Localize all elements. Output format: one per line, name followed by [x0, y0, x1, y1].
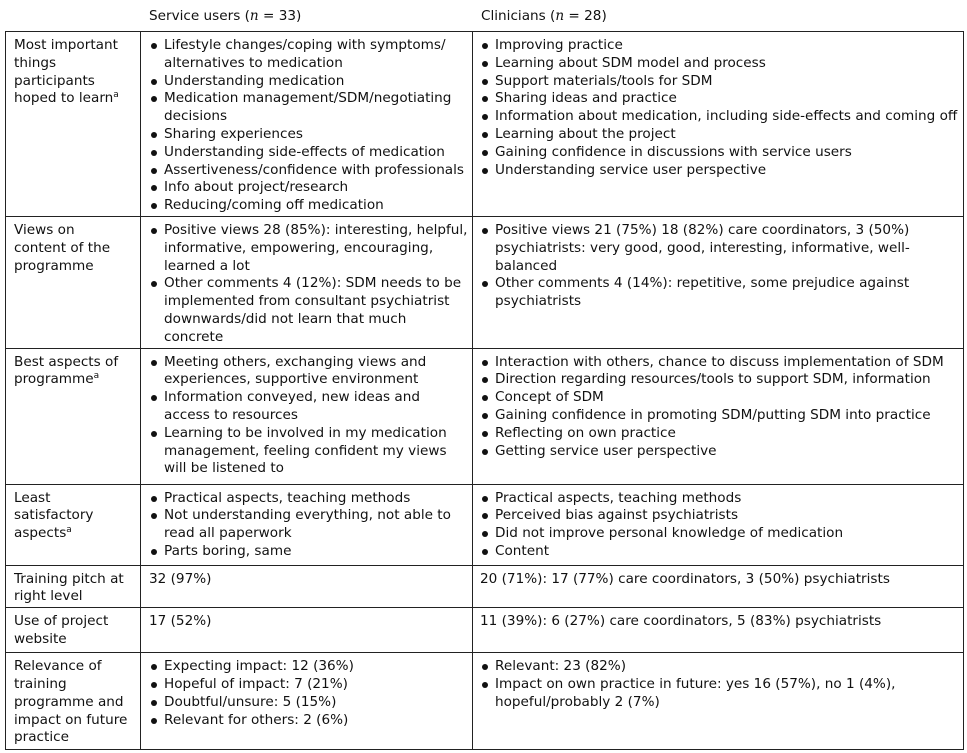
row-label: Views on content of the programme [6, 217, 141, 349]
service-users-cell: 32 (97%) [141, 565, 473, 608]
list-item: Assertiveness/confidence with professionals [149, 162, 468, 180]
list-item: Learning about SDM model and process [480, 55, 961, 73]
list-item: Content [480, 543, 961, 561]
list-item: Gaining confidence in discussions with service users [480, 144, 961, 162]
list-item: Practical aspects, teaching methods [480, 490, 961, 508]
table-row [6, 608, 964, 653]
list-item: Reducing/coming off medication [149, 197, 468, 215]
footnote-marker: a [66, 525, 72, 536]
list-item: Positive views 21 (75%) 18 (82%) care coordinators, 3 (50%) psychiatrists: very good, good, interesting, informative, well-balanced [480, 222, 961, 275]
evaluation-table [5, 31, 964, 750]
list-item: Did not improve personal knowledge of medication [480, 525, 961, 543]
footnote-marker: a [93, 371, 100, 382]
list-item: Relevant for others: 2 (6%) [149, 712, 468, 730]
list-item: Understanding side-effects of medication [149, 144, 468, 162]
table-row [6, 653, 964, 750]
list-item: Understanding service user perspective [480, 162, 961, 180]
service-users-cell [141, 32, 473, 217]
list-item: Support materials/tools for SDM [480, 73, 961, 91]
row-label: Best aspects of programme$^a$ [6, 348, 141, 484]
list-item: Understanding medication [149, 73, 468, 91]
list-item: Not understanding everything, not able to read all paperwork [149, 507, 468, 543]
clinicians-cell [473, 484, 964, 565]
footnote-marker: a [113, 90, 119, 101]
service-users-cell [141, 348, 473, 484]
row-label: Use of project website [6, 608, 141, 653]
service-users-cell [141, 653, 473, 750]
list-item: Learning about the project [480, 126, 961, 144]
list-item: Medication management/SDM/negotiating decisions [149, 90, 468, 126]
list-item: Doubtful/unsure: 5 (15%) [149, 694, 468, 712]
clinicians-cell [473, 348, 964, 484]
list-item: Reflecting on own practice [480, 425, 961, 443]
list-item: Other comments 4 (14%): repetitive, some prejudice against psychiatrists [480, 275, 961, 311]
list-item: Direction regarding resources/tools to support SDM, information [480, 371, 961, 389]
service-users-header: Service users (n = 33) [149, 8, 302, 24]
row-label: Most important things participants hoped to learn$^a$ [6, 32, 141, 217]
clinicians-cell [473, 653, 964, 750]
list-item: Practical aspects, teaching methods [149, 490, 468, 508]
list-item: Impact on own practice in future: yes 16 (57%), no 1 (4%), hopeful/probably 2 (7%) [480, 676, 961, 712]
list-item: Info about project/research [149, 179, 468, 197]
clinicians-header: Clinicians (n = 28) [481, 8, 607, 24]
service-users-cell [141, 217, 473, 349]
table-row [6, 32, 964, 217]
list-item: Concept of SDM [480, 389, 961, 407]
clinicians-cell [473, 217, 964, 349]
list-item: Information conveyed, new ideas and access to resources [149, 389, 468, 425]
table-row [6, 565, 964, 608]
list-item: Relevant: 23 (82%) [480, 658, 961, 676]
list-item: Lifestyle changes/coping with symptoms/ alternatives to medication [149, 37, 468, 73]
row-label: Relevance of training programme and impact on future practice [6, 653, 141, 750]
list-item: Positive views 28 (85%): interesting, helpful, informative, empowering, encouraging, learned a lot [149, 222, 468, 275]
list-item: Sharing ideas and practice [480, 90, 961, 108]
column-header-row [0, 7, 967, 31]
list-item: Interaction with others, chance to discuss implementation of SDM [480, 354, 961, 372]
list-item: Information about medication, including side-effects and coming off [480, 108, 961, 126]
row-label: Least satisfactory aspects$^a$ [6, 484, 141, 565]
list-item: Improving practice [480, 37, 961, 55]
list-item: Hopeful of impact: 7 (21%) [149, 676, 468, 694]
list-item: Learning to be involved in my medication management, feeling confident my views will be listened to [149, 425, 468, 478]
service-users-cell [141, 484, 473, 565]
list-item: Perceived bias against psychiatrists [480, 507, 961, 525]
clinicians-cell: 11 (39%): 6 (27%) care coordinators, 5 (83%) psychiatrists [473, 608, 964, 653]
list-item: Parts boring, same [149, 543, 468, 561]
row-label: Training pitch at right level [6, 565, 141, 608]
table-row [6, 348, 964, 484]
list-item: Sharing experiences [149, 126, 468, 144]
table-row [6, 484, 964, 565]
table-row [6, 217, 964, 349]
clinicians-cell [473, 32, 964, 217]
list-item: Meeting others, exchanging views and experiences, supportive environment [149, 354, 468, 390]
service-users-cell: 17 (52%) [141, 608, 473, 653]
list-item: Gaining confidence in promoting SDM/putting SDM into practice [480, 407, 961, 425]
clinicians-cell: 20 (71%): 17 (77%) care coordinators, 3 (50%) psychiatrists [473, 565, 964, 608]
list-item: Other comments 4 (12%): SDM needs to be implemented from consultant psychiatrist downwards/did not learn that much concrete [149, 275, 468, 346]
list-item: Getting service user perspective [480, 443, 961, 461]
list-item: Expecting impact: 12 (36%) [149, 658, 468, 676]
